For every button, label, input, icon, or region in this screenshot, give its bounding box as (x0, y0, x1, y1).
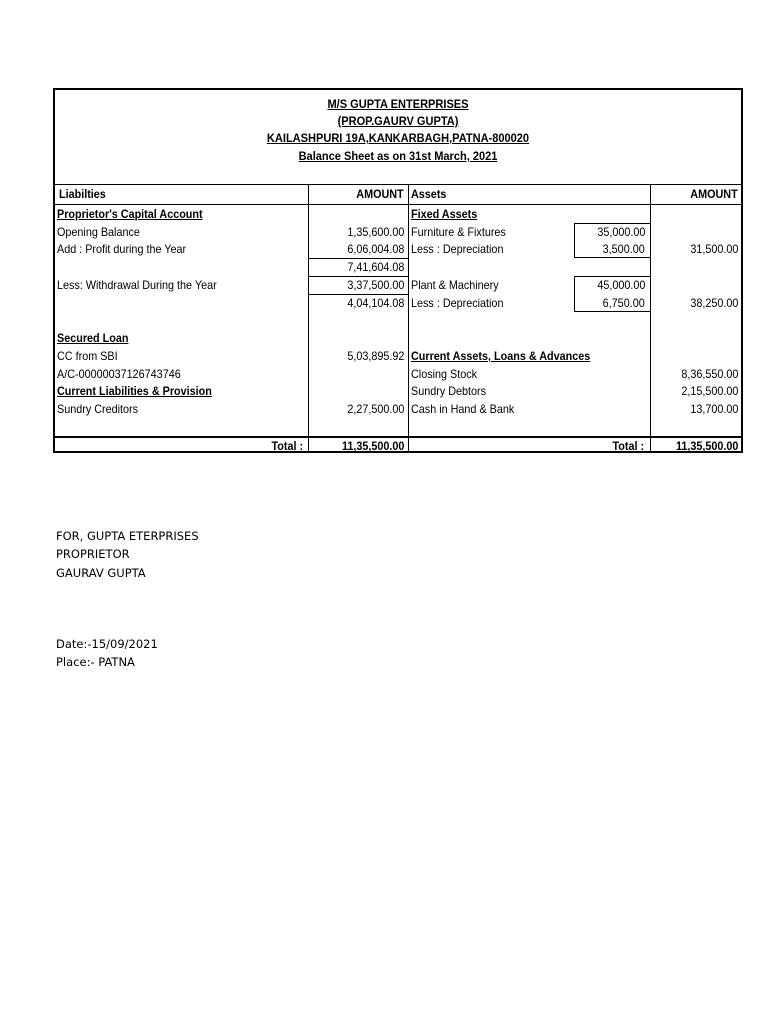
capital-heading: Proprietor's Capital Account (57, 207, 203, 221)
sheet-title: Balance Sheet as on 31st March, 2021 (298, 149, 498, 163)
cash-label: Cash in Hand & Bank (411, 402, 515, 416)
furniture-label: Furniture & Fixtures (411, 225, 506, 239)
col-liabilities: Liabilties (59, 187, 106, 201)
firm-name: M/S GUPTA ENTERPRISES (327, 97, 469, 111)
firm-address: KAILASHPURI 19A,KANKARBAGH,PATNA-800020 (266, 131, 530, 145)
creditors-label: Sundry Creditors (57, 402, 139, 416)
profit-label: Add : Profit during the Year (57, 242, 187, 256)
plant-value: 45,000.00 (596, 278, 645, 292)
signature-for: FOR, GUPTA ETERPRISES (56, 529, 199, 543)
col-divider-2 (408, 184, 409, 453)
signature-role: PROPRIETOR (56, 547, 130, 561)
document-date: Date:-15/09/2021 (56, 637, 158, 651)
cc-label: CC from SBI (57, 349, 118, 363)
secured-loan-heading: Secured Loan (57, 331, 129, 345)
total-left-value: 11,35,500.00 (341, 439, 404, 453)
opening-balance-label: Opening Balance (57, 225, 140, 239)
col-amount-right: AMOUNT (690, 187, 738, 201)
depreciation-2-value: 6,750.00 (602, 296, 645, 310)
total-top-rule (55, 436, 741, 438)
withdrawal-label: Less: Withdrawal During the Year (57, 278, 217, 292)
stock-label: Closing Stock (411, 367, 478, 381)
furniture-net-value: 31,500.00 (689, 242, 738, 256)
col-divider-1 (308, 184, 309, 453)
total-left-label: Total : (271, 439, 303, 453)
opening-balance-value: 1,35,600.00 (346, 225, 404, 239)
total-right-value: 11,35,500.00 (675, 439, 738, 453)
capital-subtotal-value: 7,41,604.08 (346, 260, 404, 274)
account-number: A/C-00000037126743746 (57, 367, 181, 381)
fixed-assets-heading: Fixed Assets (411, 207, 478, 221)
furniture-value: 35,000.00 (596, 225, 645, 239)
document-place: Place:- PATNA (56, 655, 135, 669)
creditors-value: 2,27,500.00 (346, 402, 404, 416)
col-amount-left: AMOUNT (356, 187, 404, 201)
subtotal-rule-top (308, 258, 408, 259)
total-right-label: Total : (612, 439, 644, 453)
capital-net-value: 4,04,104.08 (346, 296, 404, 310)
subtotal-rule-bottom (308, 294, 408, 295)
depreciation-2-label: Less : Depreciation (411, 296, 504, 310)
profit-value: 6,06,004.08 (346, 242, 404, 256)
debtors-label: Sundry Debtors (411, 384, 487, 398)
depreciation-1-label: Less : Depreciation (411, 242, 504, 256)
col-assets: Assets (411, 187, 447, 201)
debtors-value: 2,15,500.00 (680, 384, 738, 398)
signature-name: GAURAV GUPTA (56, 566, 146, 580)
header-bottom-rule (55, 204, 741, 205)
proprietor-name: (PROP.GAURV GUPTA) (337, 114, 459, 128)
depreciation-1-value: 3,500.00 (602, 242, 645, 256)
plant-label: Plant & Machinery (411, 278, 499, 292)
plant-net-value: 38,250.00 (689, 296, 738, 310)
current-assets-heading: Current Assets, Loans & Advances (411, 349, 591, 363)
stock-value: 8,36,550.00 (680, 367, 738, 381)
cash-value: 13,700.00 (689, 402, 738, 416)
withdrawal-value: 3,37,500.00 (346, 278, 404, 292)
subtotal-rule-mid (308, 276, 408, 277)
balance-sheet (53, 88, 743, 453)
cc-value: 5,03,895.92 (346, 349, 404, 363)
current-liabilities-heading: Current Liabilities & Provision (57, 384, 212, 398)
header-top-rule (55, 184, 741, 185)
